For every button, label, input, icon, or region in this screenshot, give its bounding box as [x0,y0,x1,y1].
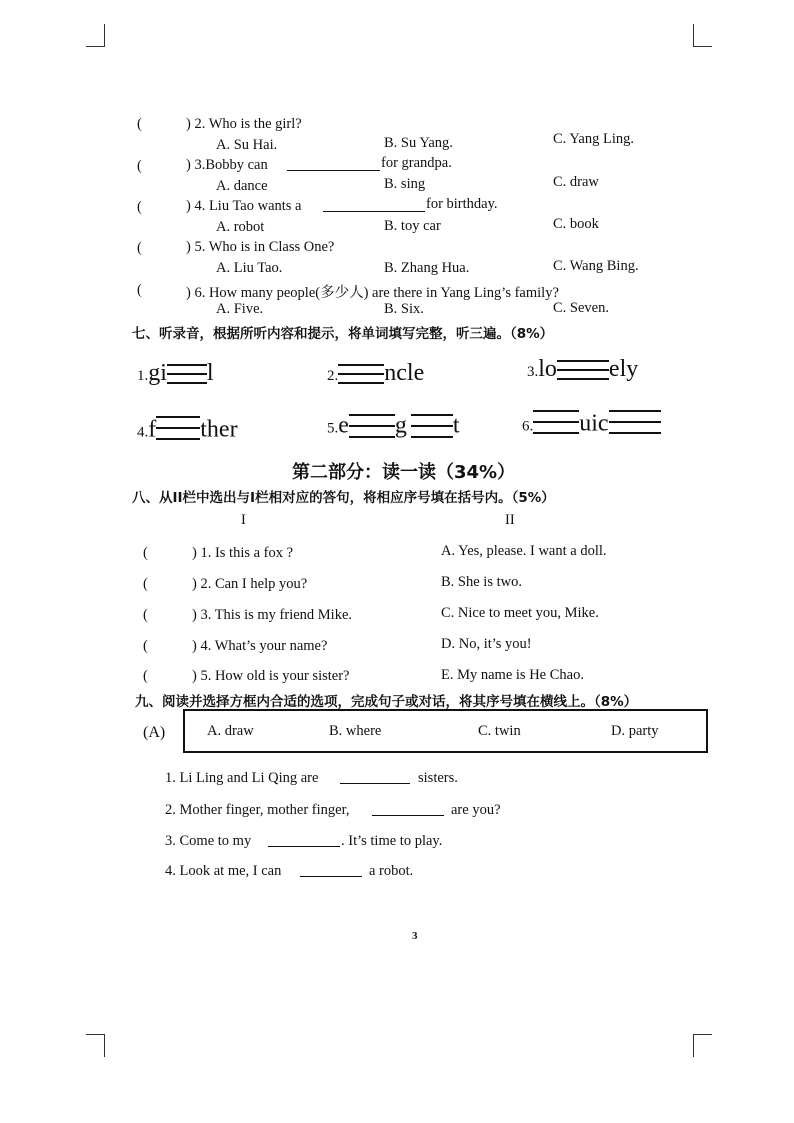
page-number: 3 [412,930,418,942]
crop-mark-bottom-left [86,1034,105,1057]
fill-lines[interactable] [533,408,579,442]
answer-blank[interactable] [340,771,410,784]
part-2-title: 第二部分：读一读（34%） [292,462,516,483]
fill-lines[interactable] [349,412,395,442]
answer-paren[interactable]: ( [143,668,148,684]
sentence-start: 4. Look at me, I can [165,863,282,879]
word-option: A. draw [207,723,254,739]
option-c: C. Yang Ling. [553,131,634,147]
question-stem-start: ) 4. Liu Tao wants a [186,198,302,214]
word-fill-2: 2. ncle [327,360,425,386]
sentence-end: are you? [451,802,501,818]
question-stem: ) 5. Who is in Class One? [186,239,335,255]
answer-paren[interactable]: ( [143,638,148,654]
column-i-header: I [241,512,246,528]
answer-blank[interactable] [287,158,380,171]
question-stem-start: ) 3.Bobby can [186,157,268,173]
sentence-start: 1. Li Ling and Li Qing are [165,770,319,786]
match-right: C. Nice to meet you, Mike. [441,605,599,621]
option-a: A. Five. [216,301,264,317]
fill-lines[interactable] [609,408,661,442]
option-c: C. draw [553,174,599,190]
sentence-end: sisters. [418,770,458,786]
sentence-start: 3. Come to my [165,833,252,849]
word-fill-3: 3.lo ely [527,356,639,382]
answer-paren[interactable]: ( [137,116,142,132]
answer-paren[interactable]: ( [137,158,142,174]
word-option: D. party [611,723,659,739]
crop-mark-bottom-right [693,1034,712,1057]
word-fill-1: 1.gi l [137,360,214,386]
question-stem-end: for grandpa. [381,155,452,171]
answer-blank[interactable] [300,864,362,877]
fill-lines[interactable] [156,414,200,448]
section-9-title: 九、阅读并选择方框内合适的选项，完成句子或对话，将其序号填在横线上。（8%） [135,694,638,710]
sentence-end: a robot. [369,863,414,879]
answer-blank[interactable] [323,199,425,212]
option-c: C. Wang Bing. [553,258,639,274]
option-a: A. Liu Tao. [216,260,283,276]
match-left: ) 2. Can I help you? [192,576,308,592]
option-b: B. toy car [384,218,441,234]
answer-paren[interactable]: ( [143,576,148,592]
match-left: ) 1. Is this a fox ? [192,545,294,561]
option-a: A. Su Hai. [216,137,278,153]
section-7-title: 七、听录音，根据所听内容和提示，将单词填写完整，听三遍。（8%） [132,326,554,342]
fill-lines[interactable] [167,361,207,387]
answer-paren[interactable]: ( [137,199,142,215]
question-stem: ) 6. How many people(多少人) are there in Yang Ling’s family? [186,285,559,301]
fill-lines[interactable] [557,357,609,383]
word-fill-5: 5.e g t [327,412,460,442]
crop-mark-top-right [693,24,712,47]
sentence-start: 2. Mother finger, mother finger, [165,802,350,818]
answer-paren[interactable]: ( [137,240,142,256]
answer-paren[interactable]: ( [137,282,142,298]
option-b: B. Zhang Hua. [384,260,470,276]
option-c: C. Seven. [553,300,609,316]
answer-blank[interactable] [268,834,340,847]
column-ii-header: II [505,512,515,528]
answer-paren[interactable]: ( [143,607,148,623]
option-a: A. dance [216,178,268,194]
question-stem-end: for birthday. [426,196,498,212]
match-right: E. My name is He Chao. [441,667,584,683]
match-right: B. She is two. [441,574,522,590]
option-b: B. sing [384,176,426,192]
option-c: C. book [553,216,599,232]
answer-paren[interactable]: ( [143,545,148,561]
answer-blank[interactable] [372,803,444,816]
match-right: D. No, it’s you! [441,636,532,652]
word-option: B. where [329,723,382,739]
option-b: B. Su Yang. [384,135,453,151]
fill-lines[interactable] [338,361,384,387]
fill-lines[interactable] [411,412,453,442]
section-8-title: 八、从II栏中选出与I栏相对应的答句，将相应序号填在括号内。（5%） [132,490,555,506]
match-right: A. Yes, please. I want a doll. [441,543,607,559]
match-left: ) 5. How old is your sister? [192,668,350,684]
option-a: A. robot [216,219,265,235]
option-b: B. Six. [384,301,424,317]
match-left: ) 3. This is my friend Mike. [192,607,353,623]
box-label: (A) [143,724,166,741]
match-left: ) 4. What’s your name? [192,638,328,654]
word-option: C. twin [478,723,521,739]
sentence-end: . It’s time to play. [341,833,443,849]
word-fill-6: 6. uic [522,408,661,442]
word-fill-4: 4.f ther [137,414,238,448]
question-stem: ) 2. Who is the girl? [186,116,302,132]
crop-mark-top-left [86,24,105,47]
